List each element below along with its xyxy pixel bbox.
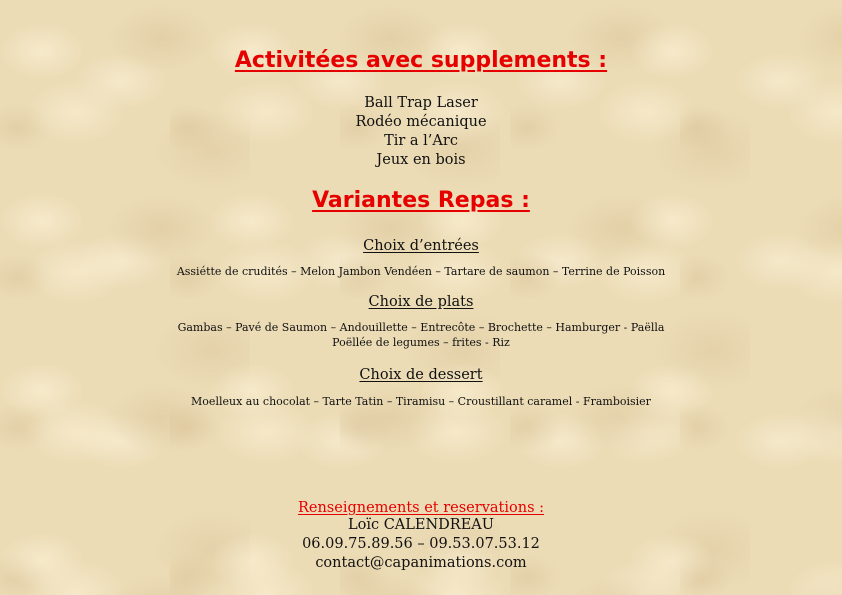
desserts-heading: Choix de dessert xyxy=(359,367,483,383)
mains-line: Gambas – Pavé de Saumon – Andouillette – Entrecôte – Brochette – Hamburger - Paëlla xyxy=(177,321,665,334)
mains-heading: Choix de plats xyxy=(368,294,474,310)
activity-item: Rodéo mécanique xyxy=(355,114,487,130)
meals-title: Variantes Repas : xyxy=(312,188,530,213)
starters-list: Assiétte de crudités – Melon Jambon Vendéen – Tartare de saumon – Terrine de Poisson xyxy=(176,265,666,278)
mains-line: Poëllée de legumes – frites - Riz xyxy=(332,336,510,349)
activity-item: Tir a l’Arc xyxy=(384,133,458,149)
contact-email[interactable]: contact@capanimations.com xyxy=(315,555,527,571)
contact-title: Renseignements et reservations : xyxy=(297,500,545,516)
activity-item: Ball Trap Laser xyxy=(364,95,478,111)
desserts-list: Moelleux au chocolat – Tarte Tatin – Tiramisu – Croustillant caramel - Framboisier xyxy=(191,395,651,408)
mains-section xyxy=(0,291,842,310)
contact-name: Loïc CALENDREAU xyxy=(347,517,494,533)
starters-section xyxy=(0,235,842,254)
contact-details xyxy=(0,516,842,573)
activities-list xyxy=(0,94,842,170)
activity-item: Jeux en bois xyxy=(376,152,466,168)
desserts-section xyxy=(0,364,842,383)
activities-title: Activitées avec supplements : xyxy=(234,48,608,73)
mains-list xyxy=(0,320,842,350)
starters-heading: Choix d’entrées xyxy=(363,238,479,254)
contact-section xyxy=(0,497,842,516)
contact-phones[interactable]: 06.09.75.89.56 – 09.53.07.53.12 xyxy=(302,536,540,552)
